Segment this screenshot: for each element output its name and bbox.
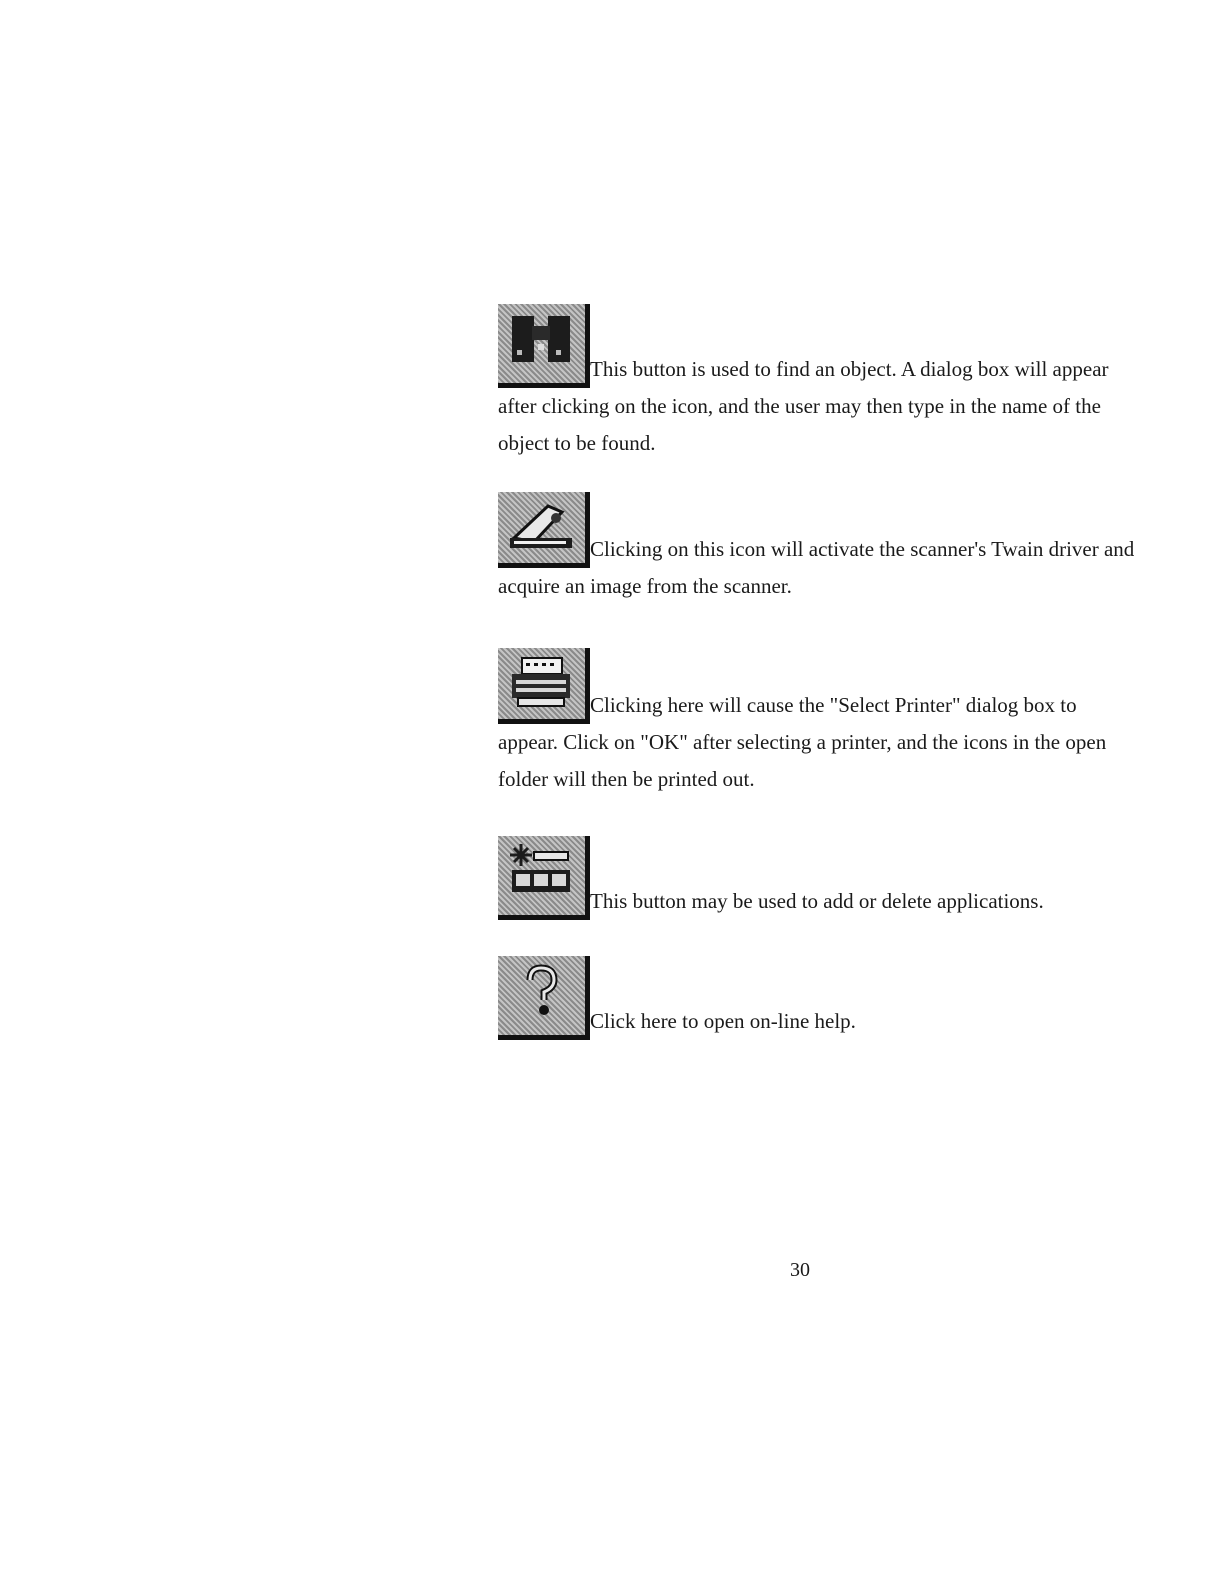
entry-scanner-text: Clicking on this icon will activate the scanner's Twain driver and acquire an image from the scanner. [498, 537, 1135, 598]
entry-help-text: Click here to open on-line help. [590, 1009, 856, 1033]
entry-applications-text: This button may be used to add or delete applications. [590, 889, 1044, 913]
entry-printer [498, 648, 1138, 798]
binoculars-icon [498, 304, 590, 384]
scanner-icon [498, 492, 590, 564]
entry-scanner [498, 492, 1138, 605]
help-icon [498, 956, 590, 1036]
entry-help [498, 956, 1138, 1040]
add-remove-applications-icon [498, 836, 590, 916]
entry-printer-text: Clicking here will cause the "Select Printer" dialog box to appear. Click on "OK" after selecting a printer, and the icons in the open folder will then be printed out. [498, 693, 1107, 791]
page-number: 30 [790, 1259, 810, 1281]
entry-find-text: This button is used to find an object. A dialog box will appear after clicking on the icon, and the user may then type in the name of the object to be found. [498, 357, 1109, 455]
printer-icon [498, 648, 590, 720]
entry-find [498, 304, 1138, 462]
entry-applications [498, 836, 1138, 920]
